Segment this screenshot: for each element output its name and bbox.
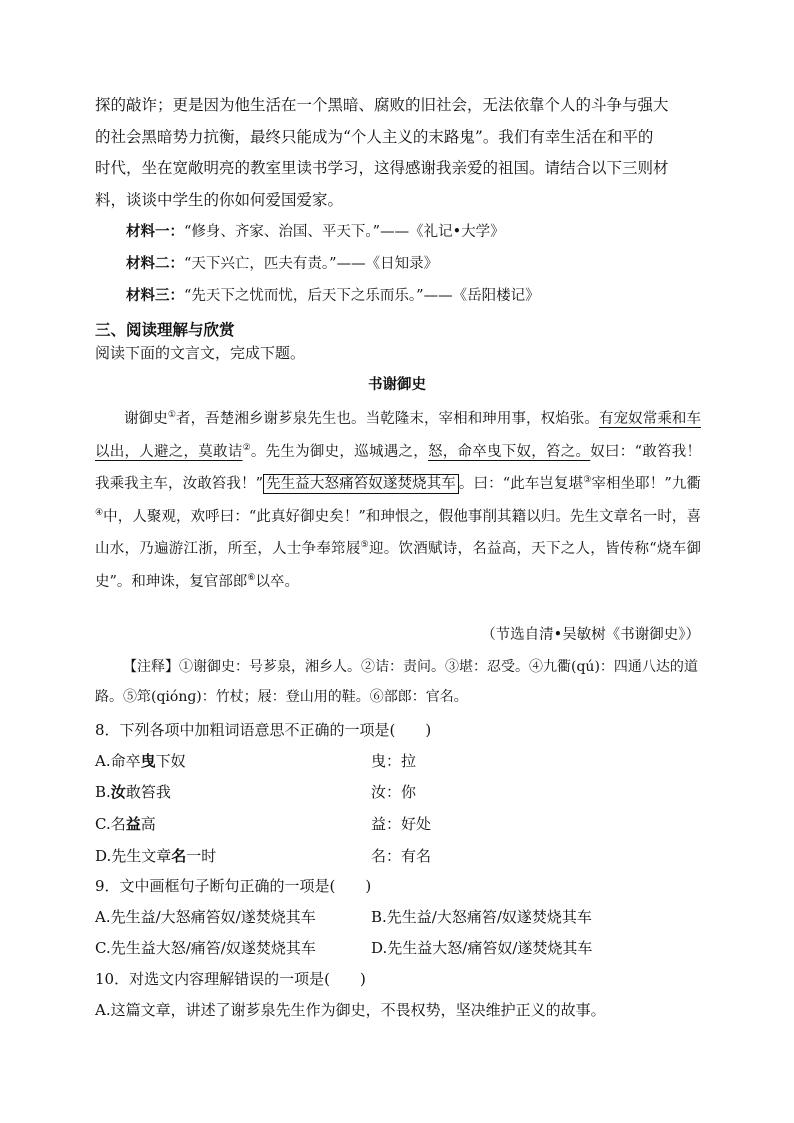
passage-text: 谢御史 bbox=[124, 411, 168, 427]
intro-paragraph bbox=[95, 90, 705, 216]
passage-text: 奴曰：“敢笞我！我乘我主车，汝敢笞我！” bbox=[95, 443, 702, 492]
q9-option-b: B.先生益/大怒痛笞/奴遂焚烧其车 bbox=[371, 908, 592, 926]
material-text: “天下兴亡，匹夫有责。”——《日知录》 bbox=[184, 256, 439, 272]
intro-line: 的社会黑暗势力抗衡，最终只能成为“个人主义的末路鬼”。我们有幸生活在和平的 bbox=[95, 127, 654, 146]
classical-passage bbox=[95, 403, 701, 598]
material-item bbox=[126, 285, 540, 307]
note-mark: ③ bbox=[583, 475, 592, 486]
question-9-stem: 9．文中画框句子断句正确的一项是( ) bbox=[95, 877, 372, 895]
q8-option-a-gloss: 曳：拉 bbox=[371, 752, 417, 770]
annotation-notes: 【注释】①谢御史：号芗泉，湘乡人。②诘：责问。③堪：忍受。④九衢(qú)：四通八达的道路。⑤筇(qiónɡ)：竹杖；屐：登山用的鞋。⑥部郎：官名。 bbox=[95, 659, 698, 705]
material-label: 材料一： bbox=[126, 223, 184, 240]
note-mark: ① bbox=[167, 410, 176, 421]
material-label: 材料三： bbox=[126, 287, 184, 304]
underlined-sentence: 怒，命卒曳下奴，笞之。 bbox=[427, 443, 591, 460]
intro-line: 料，谈谈中学生的你如何爱国爱家。 bbox=[95, 190, 344, 209]
question-10-stem: 10．对选文内容理解错误的一项是( ) bbox=[95, 970, 366, 988]
note-mark: ⑤ bbox=[360, 540, 369, 551]
q8-option-c: C.名益高 bbox=[95, 815, 156, 833]
q8-option-b-gloss: 汝：你 bbox=[371, 783, 417, 801]
material-item bbox=[126, 253, 438, 275]
q9-option-d: D.先生益大怒/痛笞奴/遂焚烧其车 bbox=[371, 939, 593, 957]
passage-text: 中，人聚观，欢呼曰：“此真好御史矣！”和珅恨之，假他事削其籍以归。先生文章名一时，喜山水，乃遍游江浙，所至，人士争奉筇屐 bbox=[95, 508, 701, 557]
q8-option-d-gloss: 名：有名 bbox=[371, 847, 432, 865]
boxed-sentence: 先生益大怒痛笞奴遂焚烧其车 bbox=[263, 474, 459, 494]
section-instruction: 阅读下面的文言文，完成下题。 bbox=[95, 344, 306, 362]
intro-line: 探的敲诈；更是因为他生活在一个黑暗、腐败的旧社会，无法依靠个人的斗争与强大 bbox=[95, 96, 669, 114]
note-mark: ⑥ bbox=[247, 572, 256, 583]
material-label: 材料二： bbox=[126, 255, 184, 272]
question-8-stem: 8．下列各项中加粗词语意思不正确的一项是( ) bbox=[95, 721, 432, 739]
material-item bbox=[126, 221, 505, 243]
material-text: “修身、齐家、治国、平天下。”——《礼记•大学》 bbox=[184, 224, 505, 240]
q8-option-c-gloss: 益：好处 bbox=[371, 815, 432, 833]
section-heading: 三、阅读理解与欣赏 bbox=[95, 321, 235, 339]
q8-option-a: A.命卒曳下奴 bbox=[95, 752, 186, 770]
underlined-sentence: 有宠奴常乘和车以出，人避之，莫敢诘 bbox=[95, 411, 701, 460]
passage-source: （节选自清•吴敏树《书谢御史》） bbox=[481, 627, 700, 643]
material-text: “先天下之忧而忧，后天下之乐而乐。”——《岳阳楼记》 bbox=[184, 288, 540, 304]
passage-text: 。先生为御史，巡城遇之， bbox=[250, 443, 428, 460]
intro-line: 时代，坐在宽敞明亮的教室里读书学习，这得感谢我亲爱的祖国。请结合以下三则材 bbox=[95, 159, 669, 177]
q8-option-b: B.汝敢笞我 bbox=[95, 783, 171, 801]
q9-option-a: A.先生益/大怒痛笞奴/遂焚烧其车 bbox=[95, 908, 316, 926]
passage-text: 宰相坐耶！”九衢 bbox=[591, 476, 701, 492]
q10-option-a: A.这篇文章，讲述了谢芗泉先生作为御史，不畏权势，坚决维护正义的故事。 bbox=[95, 1001, 606, 1019]
q9-option-c: C.先生益大怒/痛笞/奴遂焚烧其车 bbox=[95, 939, 316, 957]
note-mark: ② bbox=[242, 442, 251, 453]
note-mark: ④ bbox=[95, 507, 104, 518]
passage-title: 书谢御史 bbox=[368, 376, 426, 393]
q8-option-d: D.先生文章名一时 bbox=[95, 847, 217, 865]
passage-text: 。曰：“此车岂复堪 bbox=[458, 476, 584, 492]
passage-text: 者，吾楚湘乡谢芗泉先生也。当乾隆末，宰相和珅用事，权焰张。 bbox=[176, 411, 599, 427]
passage-text: 迎。饮酒赋诗，名益高，天下之人，皆传称“烧车御史”。和珅诛，复官部郎 bbox=[95, 541, 701, 590]
passage-text: 以卒。 bbox=[255, 573, 299, 590]
